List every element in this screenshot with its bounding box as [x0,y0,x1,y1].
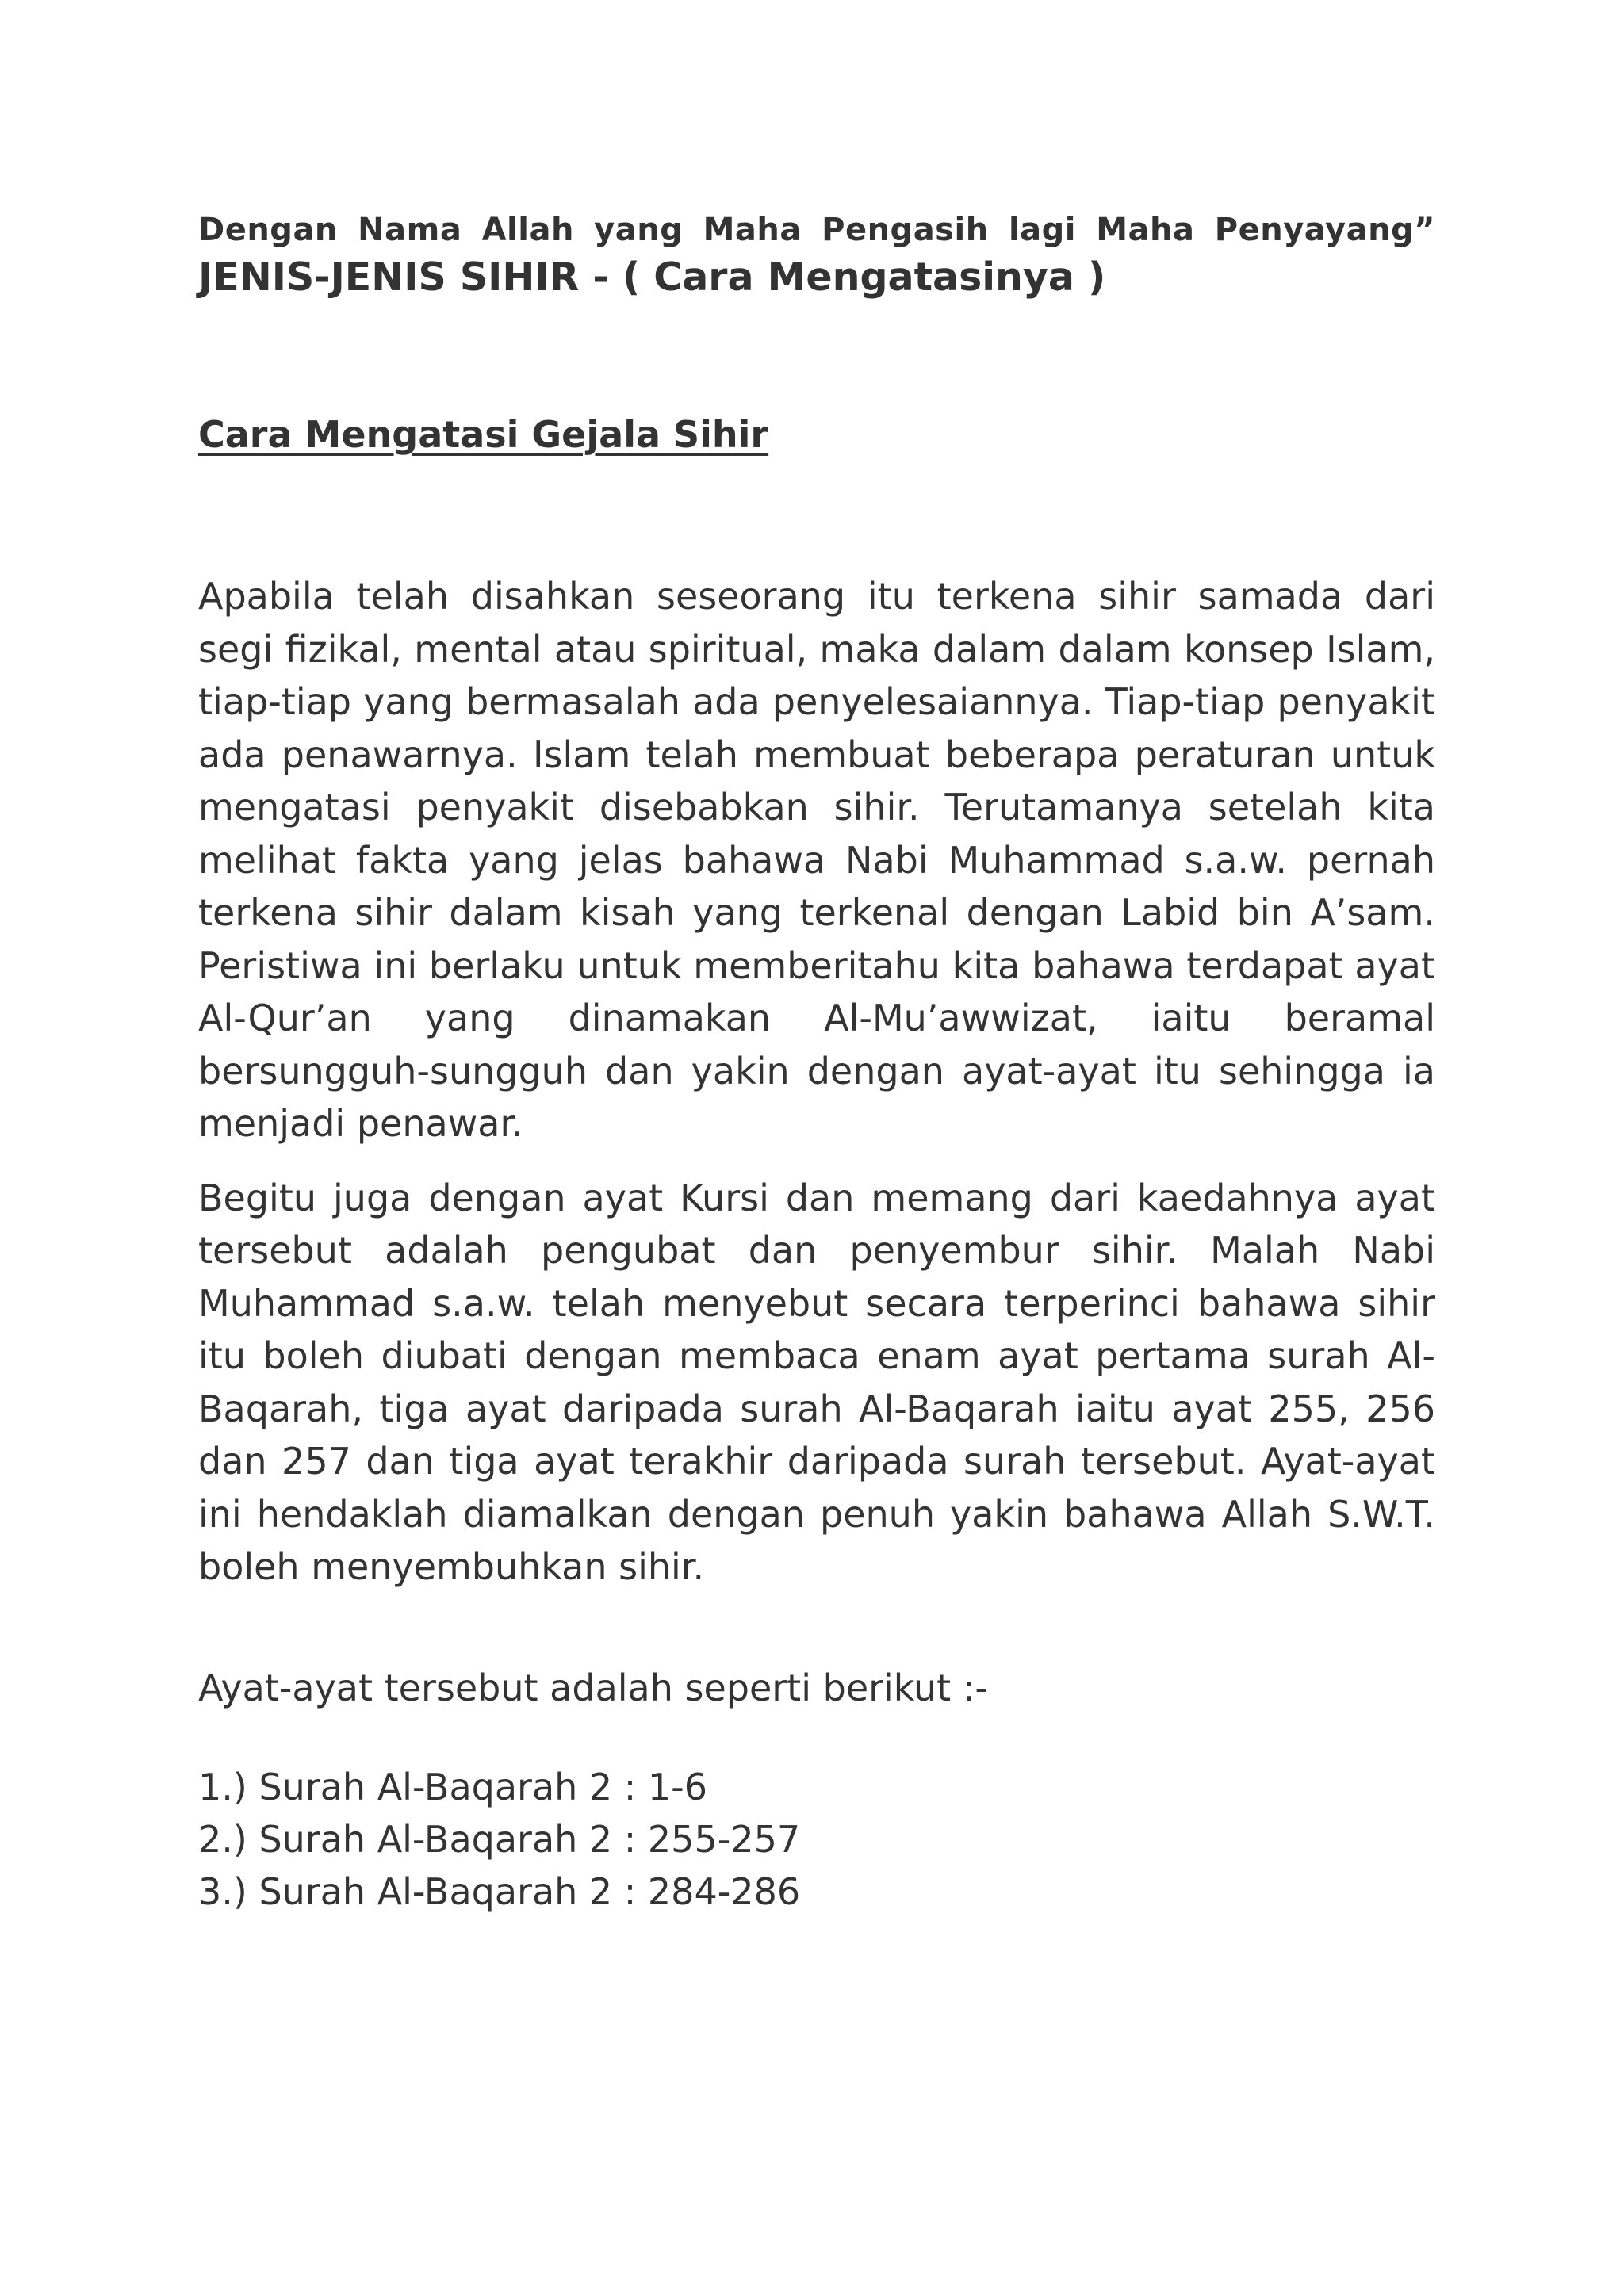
document-page [198,208,1435,1918]
list-item: 3.) Surah Al-Baqarah 2 : 284-286 [198,1869,801,1913]
surah-list [198,1761,1435,1918]
paragraph-2: Begitu juga dengan ayat Kursi dan memang dari kaedahnya ayat tersebut adalah pengubat dan penyembur sihir. Malah Nabi Muhammad s.a.w. telah menyebut secara terperinci bahawa sihir itu boleh diubati dengan membaca enam ayat pertama surah Al-Baqarah, tiga ayat daripada surah Al-Baqarah iaitu ayat 255, 256 dan 257 dan tiga ayat terakhir daripada surah tersebut. Ayat-ayat ini hendaklah diamalkan dengan penuh yakin bahawa Allah S.W.T. boleh menyembuhkan sihir. [198,1176,1435,1588]
section-heading: Cara Mengatasi Gejala Sihir [198,413,769,456]
document-title: JENIS-JENIS SIHIR - ( Cara Mengatasinya ) [198,254,1106,300]
list-item: 1.) Surah Al-Baqarah 2 : 1-6 [198,1765,708,1808]
paragraph-1: Apabila telah disahkan seseorang itu terkena sihir samada dari segi fizikal, mental atau spiritual, maka dalam dalam konsep Islam, tiap-tiap yang bermasalah ada penyelesaiannya. Tiap-tiap penyakit ada penawarnya. Islam telah membuat beberapa peraturan untuk mengatasi penyakit disebabkan sihir. Terutamanya setelah kita melihat fakta yang jelas bahawa Nabi Muhammad s.a.w. pernah terkena sihir dalam kisah yang terkenal dengan Labid bin A’sam. Peristiwa ini berlaku untuk memberitahu kita bahawa terdapat ayat Al-Qur’an yang dinamakan Al-Mu’awwizat, iaitu beramal bersungguh-sungguh dan yakin dengan ayat-ayat itu sehingga ia menjadi penawar. [198,575,1435,1145]
list-item: 2.) Surah Al-Baqarah 2 : 255-257 [198,1817,801,1861]
list-intro: Ayat-ayat tersebut adalah seperti berikut :- [198,1666,988,1709]
bismillah-line: Dengan Nama Allah yang Maha Pengasih lagi Maha Penyayang” [198,212,1435,248]
